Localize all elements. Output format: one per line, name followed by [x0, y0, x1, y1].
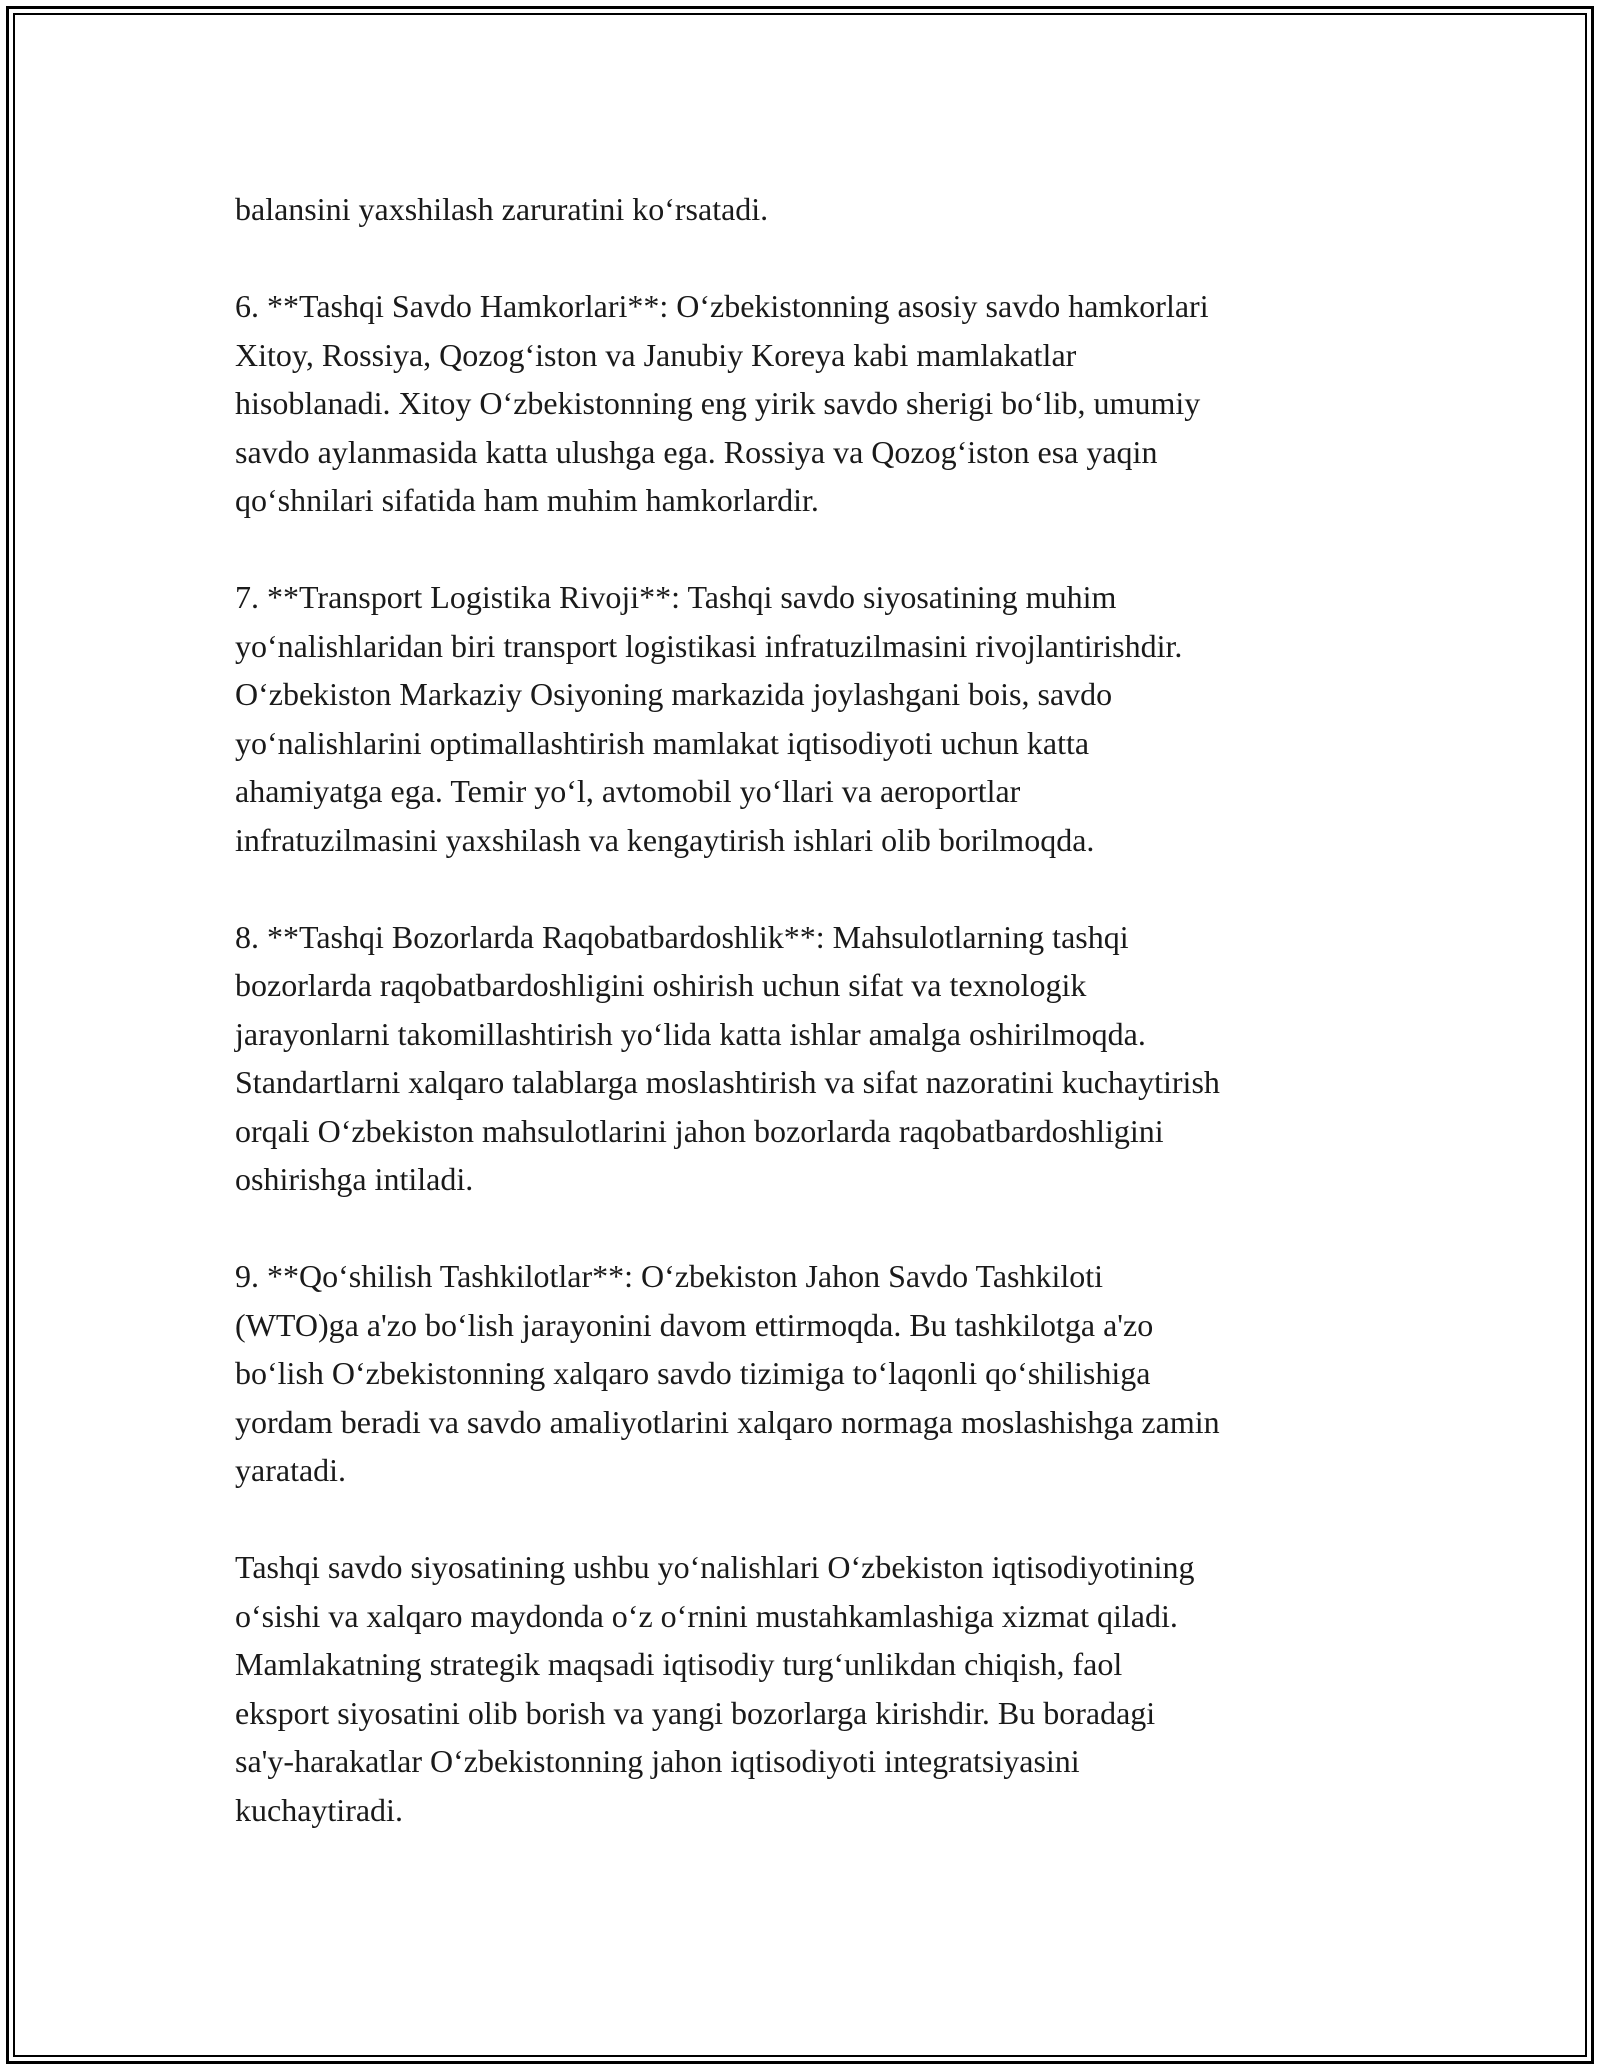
paragraph-conclusion: Tashqi savdo siyosatining ushbu yo‘nalishlari O‘zbekiston iqtisodiyotining o‘sishi va xalqaro maydonda o‘z o‘rnini mustahkamlashiga xizmat qiladi. Mamlakatning strategik maqsadi iqtisodiy turg‘unlikdan chiqish, faol eksport siyosatini olib borish va yangi bozorlarga kirishdir. Bu boradagi sa'y-harakatlar O‘zbekistonning jahon iqtisodiyoti integratsiyasini kuchaytiradi.	[235, 1549, 1195, 1828]
paragraph-continuation: balansini yaxshilash zaruratini ko‘rsatadi.	[235, 191, 769, 227]
document-body	[235, 185, 1375, 1834]
paragraph-organizations: 9. **Qo‘shilish Tashkilotlar**: O‘zbekiston Jahon Savdo Tashkiloti (WTO)ga a'zo bo‘lish jarayonini davom ettirmoqda. Bu tashkilotga a'zo bo‘lish O‘zbekistonning xalqaro savdo tizimiga to‘laqonli qo‘shilishiga yordam beradi va savdo amaliyotlarini xalqaro normaga moslashishga zamin yaratadi.	[235, 1258, 1220, 1488]
paragraph-competitiveness: 8. **Tashqi Bozorlarda Raqobatbardoshlik**: Mahsulotlarning tashqi bozorlarda raqobatbardoshligini oshirish uchun sifat va texnologik jarayonlarni takomillashtirish yo‘lida katta ishlar amalga oshirilmoqda. Standartlarni xalqaro talablarga moslashtirish va sifat nazoratini kuchaytirish orqali O‘zbekiston mahsulotlarini jahon bozorlarda raqobatbardoshligini oshirishga intiladi.	[235, 918, 1220, 1197]
paragraph-trade-partners: 6. **Tashqi Savdo Hamkorlari**: O‘zbekistonning asosiy savdo hamkorlari Xitoy, Rossiya, Qozog‘iston va Janubiy Koreya kabi mamlakatlar hisoblanadi. Xitoy O‘zbekistonning eng yirik savdo sherigi bo‘lib, umumiy savdo aylanmasida katta ulushga ega. Rossiya va Qozog‘iston esa yaqin qo‘shnilari sifatida ham muhim hamkorlardir.	[235, 288, 1209, 518]
paragraph-transport-logistics: 7. **Transport Logistika Rivoji**: Tashqi savdo siyosatining muhim yo‘nalishlaridan biri transport logistikasi infratuzilmasini rivojlantirishdir. O‘zbekiston Markaziy Osiyoning markazida joylashgani bois, savdo yo‘nalishlarini optimallashtirish mamlakat iqtisodiyoti uchun katta ahamiyatga ega. Temir yo‘l, avtomobil yo‘llari va aeroportlar infratuzilmasini yaxshilash va kengaytirish ishlari olib borilmoqda.	[235, 579, 1183, 858]
